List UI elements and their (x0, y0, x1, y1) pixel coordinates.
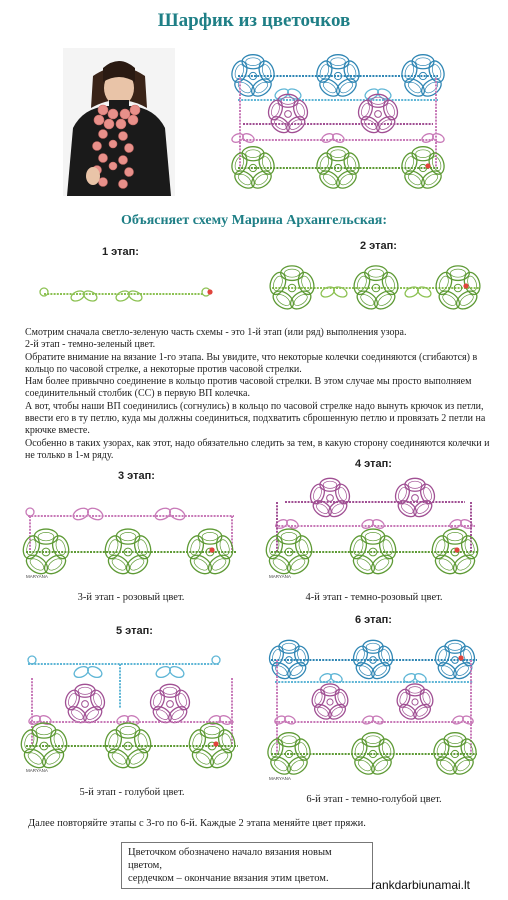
section-subtitle: Объясняет схему Марина Архангельская: (120, 213, 387, 228)
flower-motif (314, 147, 361, 192)
instruction-line: Смотрим сначала светло-зеленую часть схемы - это 1-й этап (или ряд) выполнения узора. (25, 327, 407, 338)
flower-motif (314, 55, 361, 100)
stage-5-diagram (20, 648, 244, 776)
bow-motif (154, 664, 185, 679)
legend-note-line: Цветочком обозначено начало вязания новым цветом, (128, 847, 332, 871)
flower-motif (268, 266, 317, 313)
flower-motif (265, 529, 314, 577)
instruction-line: Особенно в таких узорах, как этот, надо обязательно следить за тем, в какую сторону соединяются колечки и не только в 1-м ряду. (25, 437, 490, 461)
instruction-line: Обратите внимание на вязание 1-го этапа. Вы увидите, что некоторые колечки соединяются (сгибаются) в кольцо по часовой стрелке, а некоторые против часовой стрелки. (25, 351, 478, 375)
flower-motif (185, 529, 236, 577)
legend-note-line: сердечком – окончание вязания этим цветом. (128, 873, 329, 884)
stage-4-diagram (265, 476, 483, 582)
flower-motif (349, 733, 396, 778)
diagram-mark: MARYANA (26, 768, 48, 773)
bow-motif (208, 714, 233, 726)
legend-note-box (121, 842, 373, 889)
heart-marker (463, 283, 468, 288)
stage-4-label: 4 этап: (355, 458, 392, 470)
flower-motif (103, 529, 154, 577)
bow-motif (449, 518, 474, 530)
bow-motif (71, 506, 104, 522)
page-title: Шарфик из цветочков (157, 10, 351, 31)
stage-3-diagram (20, 486, 242, 582)
stage-1-label: 1 этап: (102, 246, 139, 258)
stage-6-label: 6 этап: (355, 614, 392, 626)
stage-5-caption: 5-й этап - голубой цвет. (79, 787, 185, 798)
main-pattern-diagram (228, 48, 448, 196)
instructions-text (25, 327, 495, 462)
flower-motif (395, 684, 435, 722)
bow-motif (421, 132, 446, 144)
bow-motif (69, 289, 98, 303)
heart-marker (454, 547, 459, 552)
flower-motif (430, 529, 481, 577)
ring-loop (212, 656, 220, 664)
stage-1-diagram (34, 274, 214, 314)
stage-5-label: 5 этап: (116, 625, 153, 637)
ring-loop (26, 508, 34, 516)
stage-6-diagram (265, 636, 483, 784)
stage-2-label: 2 этап: (360, 240, 397, 252)
bow-motif (362, 714, 385, 725)
flower-motif (393, 478, 437, 520)
stage-3-label: 3 этап: (118, 470, 155, 482)
flower-motif (351, 266, 400, 313)
flower-motif (351, 640, 395, 682)
bow-motif (116, 714, 141, 726)
instruction-line: 2-й этап - темно-зеленый цвет. (25, 339, 156, 351)
repeat-instruction: Далее повторяйте этапы с 3-го по 6-й. Каждые 2 этапа меняйте цвет пряжи. (28, 818, 366, 829)
diagram-mark: MARYANA (269, 574, 291, 579)
bow-motif (321, 132, 346, 144)
bow-motif (361, 518, 386, 530)
flower-motif (103, 723, 154, 771)
bow-motif (275, 518, 300, 530)
flower-motif (431, 733, 478, 778)
flower-motif (399, 147, 446, 192)
bow-motif (231, 132, 256, 144)
stage-2-diagram (268, 258, 484, 320)
stage-3-caption: 3-й этап - розовый цвет. (77, 592, 185, 603)
bow-motif (72, 664, 103, 679)
bow-motif (403, 672, 428, 684)
flower-motif (308, 478, 352, 520)
flower-motif (310, 684, 350, 722)
flower-motif (229, 55, 276, 100)
stage-4-caption: 4-й этап - темно-розовый цвет. (305, 592, 443, 603)
instruction-line: А вот, чтобы наши ВП соединились (согнулись) в кольцо по часовой стрелке надо вынуть крючок из петли, ввести его в ту петлю, куда мы должны соединиться, подхватить сброшенную петлю и провязать 2 петли на крючке вместе. (25, 400, 486, 437)
site-watermark: rankdarbiunamai.lt (371, 878, 470, 892)
bow-motif (153, 506, 186, 522)
heart-marker (425, 163, 430, 168)
flower-motif (267, 640, 311, 682)
flower-motif (63, 684, 107, 726)
stage-6-caption: 6-й этап - темно-голубой цвет. (306, 794, 442, 805)
diagram-mark: MARYANA (26, 574, 48, 579)
scarf-photo (63, 48, 175, 196)
flower-motif (187, 723, 238, 771)
heart-marker (458, 655, 463, 660)
flower-motif (348, 529, 399, 577)
heart-marker (213, 741, 218, 746)
flower-motif (265, 733, 312, 778)
flower-motif (229, 147, 276, 192)
flower-motif (399, 55, 446, 100)
flower-motif (433, 266, 482, 313)
ring-loop (28, 656, 36, 664)
flower-motif (21, 529, 72, 577)
instruction-line: Нам более привычно соединение в кольцо против часовой стрелки. В этом случае мы просто выполняем соединительный столбик (СС) в первую ВП колечка. (25, 376, 472, 400)
bow-motif (114, 289, 143, 303)
heart-marker (207, 289, 212, 294)
flower-motif (148, 684, 192, 726)
heart-marker (209, 547, 214, 552)
flower-motif (20, 723, 69, 771)
diagram-mark: MARYANA (269, 776, 291, 781)
